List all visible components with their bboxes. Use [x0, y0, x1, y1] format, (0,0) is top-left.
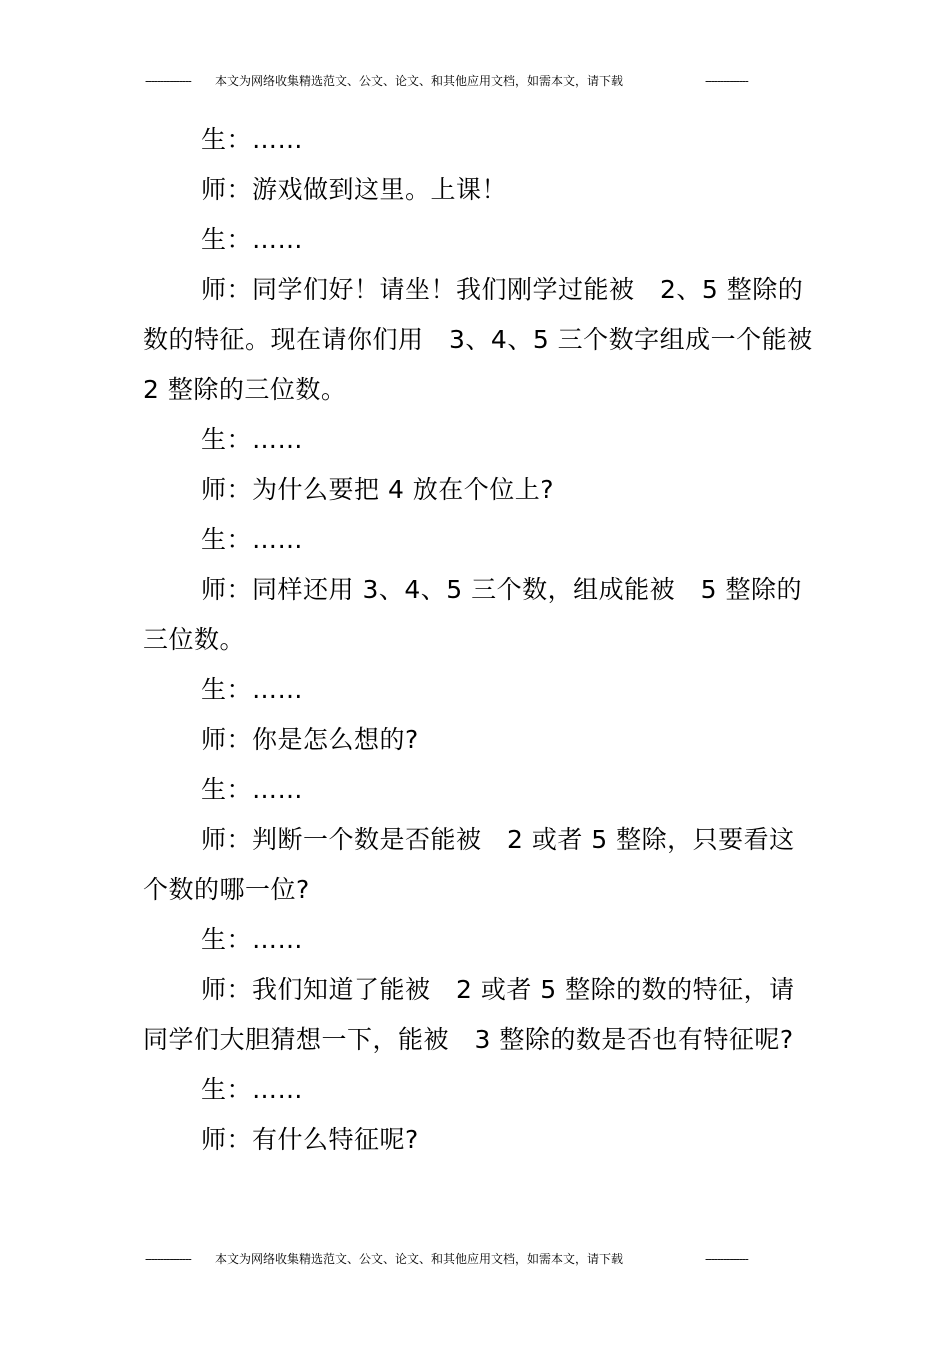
page-footer [145, 1251, 770, 1267]
paragraph: 师：为什么要把 4 放在个位上? [201, 475, 555, 504]
paragraph: 生：…… [201, 425, 304, 454]
footer-left-dashes: --------------- [145, 1252, 191, 1266]
header-left-dashes: --------------- [145, 74, 191, 88]
footer-right-dashes: -------------- [705, 1252, 748, 1266]
paragraph: 生：…… [201, 525, 304, 554]
document-body [143, 115, 813, 1165]
paragraph: 师：同学们好！请坐！我们刚学过能被 2、5 整除的数的特征。现在请你们用 3、4、5 三个数字组成一个能被 2 整除的三位数。 [143, 275, 813, 404]
paragraph: 生：…… [201, 125, 304, 154]
footer-text: 本文为网络收集精选范文、公文、论文、和其他应用文档，如需本文，请下载 [215, 1252, 624, 1266]
header-text: 本文为网络收集精选范文、公文、论文、和其他应用文档，如需本文，请下载 [215, 74, 624, 88]
paragraph: 生：…… [201, 775, 304, 804]
paragraph: 生：…… [201, 225, 304, 254]
page-header [145, 73, 770, 89]
paragraph: 师：你是怎么想的? [201, 725, 419, 754]
paragraph: 师：有什么特征呢? [201, 1125, 419, 1154]
paragraph: 生：…… [201, 925, 304, 954]
paragraph: 师：同样还用 3、4、5 三个数，组成能被 5 整除的三位数。 [143, 575, 802, 654]
paragraph: 生：…… [201, 675, 304, 704]
paragraph: 师：判断一个数是否能被 2 或者 5 整除，只要看这个数的哪一位? [143, 825, 795, 904]
paragraph: 师：我们知道了能被 2 或者 5 整除的数的特征，请同学们大胆猜想一下，能被 3 整除的数是否也有特征呢? [143, 975, 795, 1054]
header-right-dashes: -------------- [705, 74, 748, 88]
paragraph: 生：…… [201, 1075, 304, 1104]
paragraph: 师：游戏做到这里。上课！ [201, 175, 508, 204]
